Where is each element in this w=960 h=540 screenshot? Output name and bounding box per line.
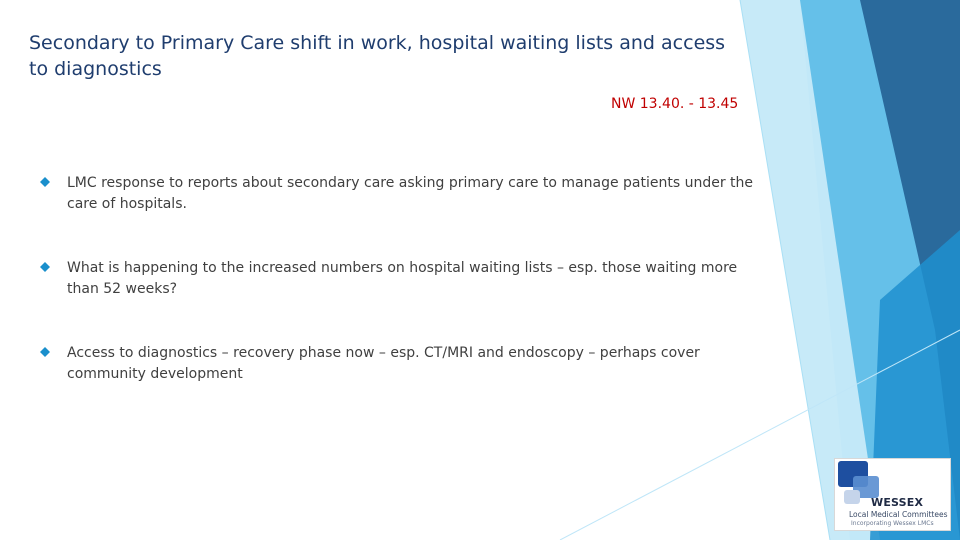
logo-name: WESSEX bbox=[871, 496, 924, 509]
logo-square-light bbox=[844, 490, 860, 504]
logo-subtitle: Local Medical Committees bbox=[849, 510, 948, 519]
diamond-icon bbox=[40, 262, 50, 272]
bullet-text: What is happening to the increased numbers on hospital waiting lists – esp. those waiting more than 52 weeks? bbox=[67, 260, 738, 297]
wessex-lmc-logo bbox=[834, 458, 951, 531]
diamond-icon bbox=[40, 347, 50, 357]
slide-title: Secondary to Primary Care shift in work, hospital waiting lists and access to diagnostics bbox=[29, 32, 726, 80]
logo-tagline: Incorporating Wessex LMCs bbox=[851, 520, 934, 527]
diamond-icon bbox=[40, 177, 50, 187]
bullet-text: Access to diagnostics – recovery phase now – esp. CT/MRI and endoscopy – perhaps cover community development bbox=[67, 345, 700, 382]
time-label: NW 13.40. - 13.45 bbox=[611, 96, 739, 112]
bullet-text: LMC response to reports about secondary care asking primary care to manage patients under the care of hospitals. bbox=[67, 175, 754, 212]
